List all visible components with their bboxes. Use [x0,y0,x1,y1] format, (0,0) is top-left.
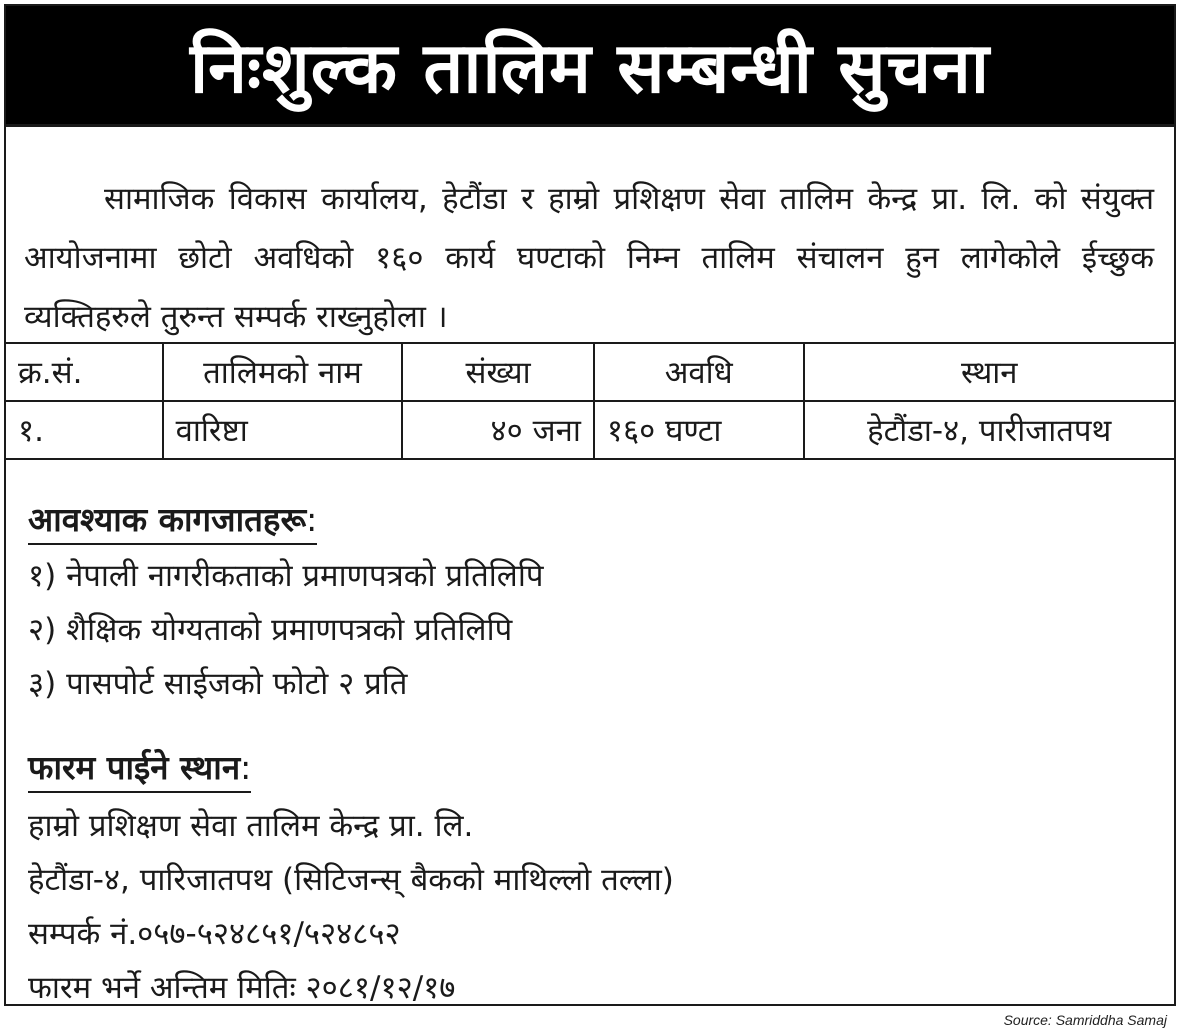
source-credit: Source: Samriddha Samaj [1003,1012,1167,1028]
form-place-section [28,744,674,1015]
organization-name: हाम्रो प्रशिक्षण सेवा तालिम केन्द्र प्रा. लि. [28,808,474,844]
intro-line-1: सामाजिक विकास कार्यालय, हेटौंडा र हाम्रो प्रशिक्षण सेवा तालिम केन्द्र प्रा. [104,181,968,217]
intro-paragraph [24,170,1154,347]
list-item: ३) पासपोर्ट साईजको फोटो २ प्रति [28,666,408,702]
form-place-details [28,799,674,1015]
list-item: २) शैक्षिक योग्यताको प्रमाणपत्रको प्रतिलिपि [28,612,513,648]
cell-serial: १. [5,401,163,459]
form-deadline: फारम भर्ने अन्तिम मितिः २०८१/१२/१७ [28,970,456,1006]
cell-count: ४० जना [402,401,594,459]
notice-frame [4,4,1176,1006]
training-table [4,342,1176,460]
column-header-count: संख्या [402,343,594,401]
column-header-location: स्थान [804,343,1176,401]
required-documents-section [28,496,543,711]
required-documents-heading: आवश्याक कागजातहरू: [28,496,317,545]
column-header-serial: क्र.सं. [5,343,163,401]
column-header-duration: अवधि [594,343,804,401]
notice-title: निःशुल्क तालिम सम्बन्धी सुचना [190,27,990,109]
intro-line-2: लि. को संयुक्त आयोजनामा छोटो अवधिको १६० कार्य घण्टाको निम्न तालिम [24,181,1155,276]
table-row [5,401,1175,459]
form-place-heading: फारम पाईने स्थान: [28,744,251,793]
required-documents-list [28,549,543,711]
cell-location: हेटौंडा-४, पारीजातपथ [804,401,1176,459]
contact-number: सम्पर्क नं.०५७-५२४८५१/५२४८५२ [28,916,401,952]
cell-duration: १६० घण्टा [594,401,804,459]
column-header-training-name: तालिमको नाम [163,343,403,401]
intro-line-3: संचालन हुन लागेकोले ईच्छुक व्यक्तिहरुले तुरुन्त सम्पर्क राख्नुहोला । [24,240,1155,335]
list-item: १) नेपाली नागरीकताको प्रमाणपत्रको प्रतिलिपि [28,558,544,594]
title-bar [6,6,1174,127]
cell-training-name: वारिष्टा [163,401,403,459]
table-header-row [5,343,1175,401]
organization-address: हेटौंडा-४, पारिजातपथ (सिटिजन्स् बैकको माथिल्लो तल्ला) [28,862,674,898]
